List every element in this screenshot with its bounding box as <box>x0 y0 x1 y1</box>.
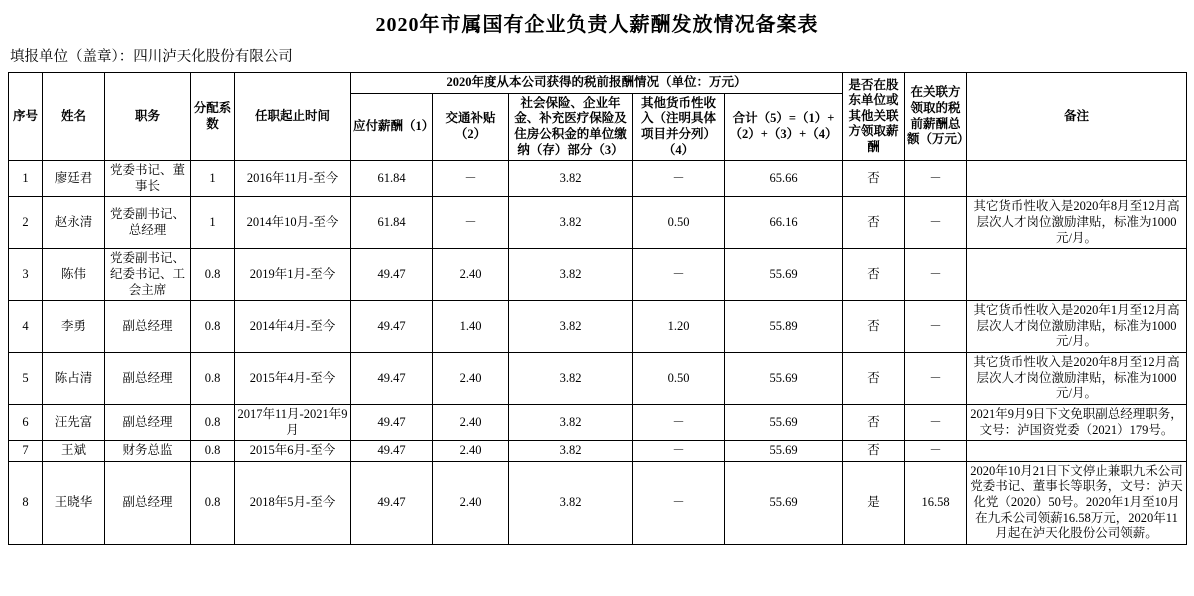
table-row <box>9 353 1187 405</box>
header-from-shareholder: 是否在股东单位或其他关联方领取薪酬 <box>843 73 905 161</box>
table-row <box>9 404 1187 440</box>
cell-related-total: － <box>905 249 967 301</box>
cell-term: 2018年5月-至今 <box>235 461 351 544</box>
cell-term: 2019年1月-至今 <box>235 249 351 301</box>
table-row <box>9 249 1187 301</box>
cell-post: 党委书记、董事长 <box>105 161 191 197</box>
cell-social: 3.82 <box>509 353 633 405</box>
cell-post: 副总经理 <box>105 404 191 440</box>
cell-name: 王斌 <box>43 441 105 462</box>
cell-post: 党委副书记、总经理 <box>105 197 191 249</box>
cell-post: 财务总监 <box>105 441 191 462</box>
cell-total: 55.69 <box>725 353 843 405</box>
cell-coefficient: 1 <box>191 161 235 197</box>
cell-coefficient: 0.8 <box>191 461 235 544</box>
cell-social: 3.82 <box>509 197 633 249</box>
cell-social: 3.82 <box>509 161 633 197</box>
cell-total: 55.69 <box>725 441 843 462</box>
cell-traffic: 2.40 <box>433 353 509 405</box>
cell-related-total: － <box>905 441 967 462</box>
cell-payable: 49.47 <box>351 249 433 301</box>
cell-index: 7 <box>9 441 43 462</box>
header-related-total: 在关联方领取的税前薪酬总额（万元） <box>905 73 967 161</box>
header-coefficient: 分配系数 <box>191 73 235 161</box>
cell-traffic: － <box>433 161 509 197</box>
cell-post: 副总经理 <box>105 301 191 353</box>
cell-other: 0.50 <box>633 197 725 249</box>
cell-index: 4 <box>9 301 43 353</box>
cell-other: 0.50 <box>633 353 725 405</box>
header-social: 社会保险、企业年金、补充医疗保险及住房公积金的单位缴纳（存）部分（3） <box>509 93 633 161</box>
cell-social: 3.82 <box>509 404 633 440</box>
cell-name: 廖廷君 <box>43 161 105 197</box>
cell-payable: 49.47 <box>351 461 433 544</box>
header-row-1 <box>9 73 1187 94</box>
cell-from-shareholder: 是 <box>843 461 905 544</box>
cell-remark <box>967 441 1187 462</box>
cell-related-total: 16.58 <box>905 461 967 544</box>
cell-social: 3.82 <box>509 249 633 301</box>
cell-from-shareholder: 否 <box>843 197 905 249</box>
cell-post: 副总经理 <box>105 353 191 405</box>
header-other: 其他货币性收入（注明具体项目并分列）（4） <box>633 93 725 161</box>
cell-payable: 49.47 <box>351 301 433 353</box>
table-row <box>9 161 1187 197</box>
cell-name: 李勇 <box>43 301 105 353</box>
cell-other: － <box>633 441 725 462</box>
cell-coefficient: 0.8 <box>191 301 235 353</box>
cell-post: 党委副书记、纪委书记、工会主席 <box>105 249 191 301</box>
cell-name: 王晓华 <box>43 461 105 544</box>
cell-from-shareholder: 否 <box>843 301 905 353</box>
cell-term: 2015年6月-至今 <box>235 441 351 462</box>
cell-name: 陈伟 <box>43 249 105 301</box>
cell-traffic: － <box>433 197 509 249</box>
cell-term: 2017年11月-2021年9月 <box>235 404 351 440</box>
compensation-table <box>8 72 1187 545</box>
header-index: 序号 <box>9 73 43 161</box>
cell-name: 赵永清 <box>43 197 105 249</box>
cell-other: － <box>633 404 725 440</box>
cell-payable: 49.47 <box>351 441 433 462</box>
cell-other: 1.20 <box>633 301 725 353</box>
cell-from-shareholder: 否 <box>843 161 905 197</box>
cell-remark: 其它货币性收入是2020年1月至12月高层次人才岗位激励津贴，标准为1000元/月。 <box>967 301 1187 353</box>
cell-total: 66.16 <box>725 197 843 249</box>
header-group-pretax: 2020年度从本公司获得的税前报酬情况（单位：万元） <box>351 73 843 94</box>
cell-remark: 其它货币性收入是2020年8月至12月高层次人才岗位激励津贴，标准为1000元/月。 <box>967 197 1187 249</box>
cell-social: 3.82 <box>509 441 633 462</box>
cell-term: 2014年4月-至今 <box>235 301 351 353</box>
cell-related-total: － <box>905 404 967 440</box>
cell-remark: 2020年10月21日下文停止兼职九禾公司党委书记、董事长等职务，文号：泸天化党（2020）50号。2020年1月至10月在九禾公司领薪16.58万元，2020年11月起在泸天化股份公司领薪。 <box>967 461 1187 544</box>
cell-payable: 49.47 <box>351 353 433 405</box>
cell-remark <box>967 161 1187 197</box>
cell-coefficient: 0.8 <box>191 249 235 301</box>
cell-other: － <box>633 249 725 301</box>
cell-from-shareholder: 否 <box>843 404 905 440</box>
cell-related-total: － <box>905 161 967 197</box>
cell-traffic: 2.40 <box>433 441 509 462</box>
cell-name: 陈占清 <box>43 353 105 405</box>
table-body <box>9 161 1187 545</box>
table-row <box>9 441 1187 462</box>
cell-total: 55.69 <box>725 461 843 544</box>
cell-social: 3.82 <box>509 461 633 544</box>
cell-social: 3.82 <box>509 301 633 353</box>
cell-total: 55.89 <box>725 301 843 353</box>
table-row <box>9 461 1187 544</box>
cell-traffic: 2.40 <box>433 461 509 544</box>
page-title: 2020年市属国有企业负责人薪酬发放情况备案表 <box>375 14 819 36</box>
cell-payable: 49.47 <box>351 404 433 440</box>
cell-coefficient: 0.8 <box>191 404 235 440</box>
header-term: 任职起止时间 <box>235 73 351 161</box>
table-row <box>9 301 1187 353</box>
cell-remark <box>967 249 1187 301</box>
cell-total: 55.69 <box>725 249 843 301</box>
cell-traffic: 2.40 <box>433 249 509 301</box>
cell-traffic: 2.40 <box>433 404 509 440</box>
cell-index: 5 <box>9 353 43 405</box>
cell-related-total: － <box>905 197 967 249</box>
cell-name: 汪先富 <box>43 404 105 440</box>
cell-index: 3 <box>9 249 43 301</box>
cell-coefficient: 0.8 <box>191 441 235 462</box>
filler-organization: 填报单位（盖章）：四川泸天化股份有限公司 <box>10 49 293 65</box>
cell-from-shareholder: 否 <box>843 353 905 405</box>
cell-coefficient: 0.8 <box>191 353 235 405</box>
cell-term: 2016年11月-至今 <box>235 161 351 197</box>
cell-payable: 61.84 <box>351 197 433 249</box>
header-post: 职务 <box>105 73 191 161</box>
table-header <box>9 73 1187 161</box>
cell-from-shareholder: 否 <box>843 249 905 301</box>
cell-from-shareholder: 否 <box>843 441 905 462</box>
cell-post: 副总经理 <box>105 461 191 544</box>
header-remark: 备注 <box>967 73 1187 161</box>
cell-payable: 61.84 <box>351 161 433 197</box>
cell-index: 8 <box>9 461 43 544</box>
cell-total: 65.66 <box>725 161 843 197</box>
cell-index: 1 <box>9 161 43 197</box>
cell-remark: 其它货币性收入是2020年8月至12月高层次人才岗位激励津贴，标准为1000元/月。 <box>967 353 1187 405</box>
cell-related-total: － <box>905 353 967 405</box>
cell-index: 6 <box>9 404 43 440</box>
header-payable: 应付薪酬（1） <box>351 93 433 161</box>
cell-coefficient: 1 <box>191 197 235 249</box>
cell-remark: 2021年9月9日下文免职副总经理职务，文号：泸国资党委（2021）179号。 <box>967 404 1187 440</box>
cell-term: 2014年10月-至今 <box>235 197 351 249</box>
header-total: 合计（5）=（1）+（2）+（3）+（4） <box>725 93 843 161</box>
cell-index: 2 <box>9 197 43 249</box>
cell-other: － <box>633 461 725 544</box>
header-name: 姓名 <box>43 73 105 161</box>
cell-other: － <box>633 161 725 197</box>
table-row <box>9 197 1187 249</box>
header-traffic: 交通补贴（2） <box>433 93 509 161</box>
cell-total: 55.69 <box>725 404 843 440</box>
cell-traffic: 1.40 <box>433 301 509 353</box>
cell-related-total: － <box>905 301 967 353</box>
cell-term: 2015年4月-至今 <box>235 353 351 405</box>
